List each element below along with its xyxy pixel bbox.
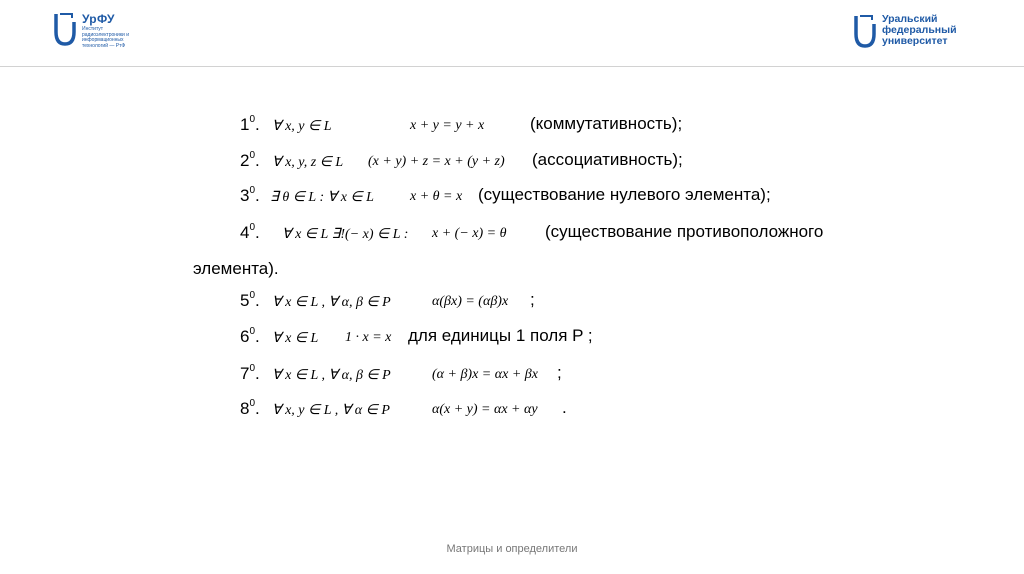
- university-name-line: Уральский: [882, 13, 938, 25]
- axiom-formula: α(x + y) = αx + αy: [432, 402, 538, 417]
- axiom-formula: (x + y) + z = x + (y + z): [368, 154, 505, 169]
- axiom-quantifier: ∀ x ∈ L , ∀ α, β ∈ P: [272, 295, 391, 310]
- axiom-quantifier: ∀ x ∈ L , ∀ α, β ∈ P: [272, 368, 391, 383]
- university-name-line: федеральный: [882, 24, 957, 36]
- axiom-description: ;: [530, 290, 535, 309]
- university-name-line: университет: [882, 35, 948, 47]
- axiom-number: $8^0$.: [240, 398, 260, 418]
- axiom-description: (существование нулевого элемента);: [478, 185, 771, 204]
- urfu-u-icon: [854, 14, 876, 50]
- axiom-quantifier: ∀ x ∈ L: [272, 331, 319, 346]
- axiom-number: $4^0$.: [240, 222, 260, 242]
- axiom-description: (коммутативность);: [530, 114, 683, 133]
- axiom-description: (существование противоположного: [545, 222, 824, 241]
- axiom-description: (ассоциативность);: [532, 150, 683, 169]
- logo-brand: УрФУ: [82, 12, 115, 26]
- axiom-formula: (α + β)x = αx + βx: [432, 367, 538, 382]
- urfu-logo-right: [854, 14, 984, 56]
- axiom-formula: 1 · x = x: [345, 330, 392, 345]
- university-name: [882, 14, 957, 47]
- axiom-number: $1^0$.: [240, 114, 260, 134]
- axiom-quantifier: ∀ x, y ∈ L: [272, 119, 332, 134]
- axiom-number: $2^0$.: [240, 150, 260, 170]
- axiom-formula: x + y = y + x: [410, 118, 485, 133]
- header-divider: [0, 66, 1024, 67]
- axiom-number: $6^0$.: [240, 326, 260, 346]
- axiom-formula: x + θ = x: [410, 189, 463, 204]
- axiom-quantifier: ∀ x ∈ L ∃!(− x) ∈ L :: [282, 227, 409, 242]
- axiom-number: $5^0$.: [240, 290, 260, 310]
- axiom-description: ;: [557, 363, 562, 382]
- axiom-quantifier: ∃ θ ∈ L : ∀ x ∈ L: [270, 190, 374, 205]
- axiom-number: $7^0$.: [240, 363, 260, 383]
- slide-footer: Матрицы и определители: [446, 543, 578, 555]
- axiom-formula: α(βx) = (αβ)x: [432, 294, 509, 309]
- urfu-logo-left: [54, 12, 144, 52]
- axiom-description: для единицы 1 поля P ;: [408, 326, 593, 345]
- axiom-formula: x + (− x) = θ: [432, 226, 507, 241]
- axiom-quantifier: ∀ x, y ∈ L , ∀ α ∈ P: [272, 403, 390, 418]
- axiom-number: $3^0$.: [240, 185, 260, 205]
- axiom-description: .: [562, 398, 567, 417]
- urfu-u-icon: [54, 12, 76, 48]
- axiom-quantifier: ∀ x, y, z ∈ L: [272, 155, 344, 170]
- axiom-description-continued: элемента).: [193, 259, 279, 278]
- logo-subtitle: Институт радиоэлектроники и информационных технологий — РтФ: [82, 26, 130, 49]
